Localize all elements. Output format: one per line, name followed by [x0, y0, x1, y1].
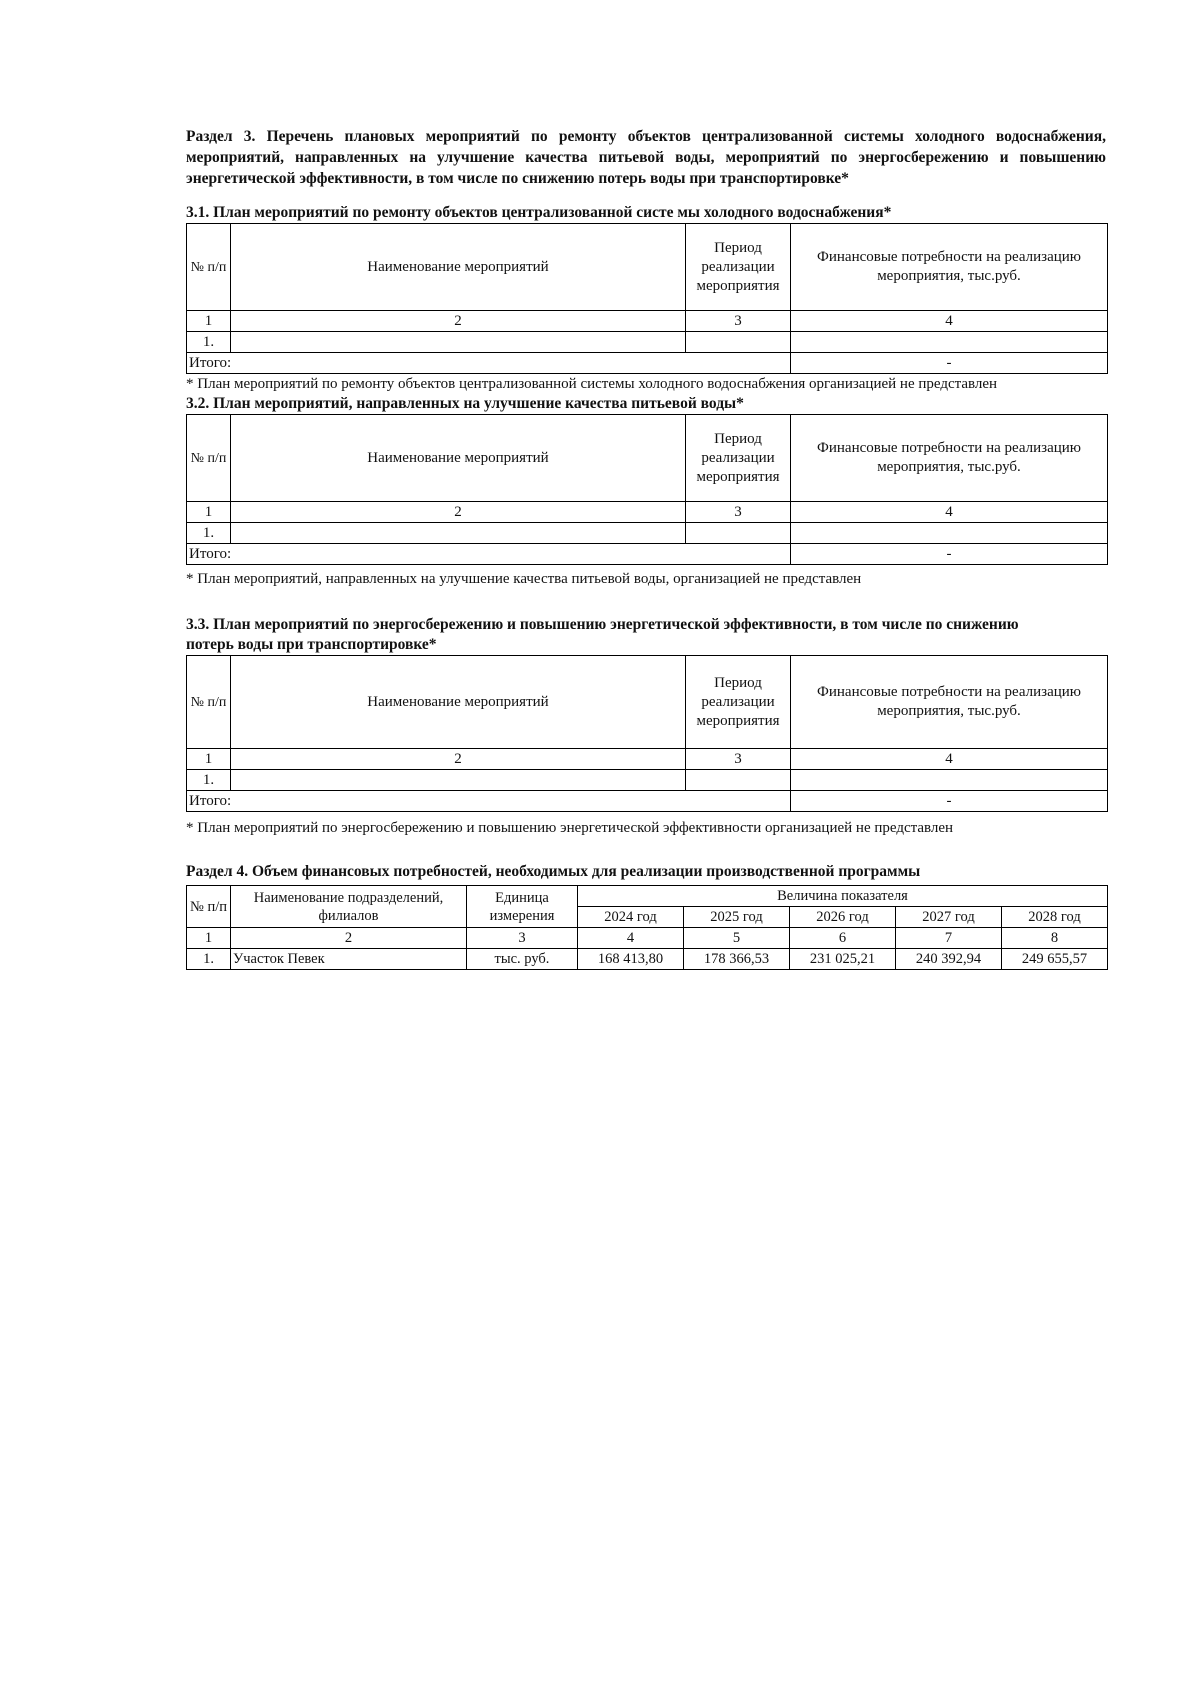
row-period [686, 332, 791, 353]
table-3-1 [186, 223, 1108, 374]
total-value: - [791, 544, 1108, 565]
subsection-3-3-title: 3.3. План мероприятий по энергосбережению и повышению энергетической эффективности, в том числе по снижению потерь воды при транспортировке* [186, 616, 1019, 653]
row-name [231, 523, 686, 544]
table-row [187, 770, 1108, 791]
header-num: № п/п [187, 656, 231, 749]
header-unit: Единица измерения [467, 886, 578, 928]
table-3-3 [186, 655, 1108, 812]
total-row [187, 544, 1108, 565]
index-cell: 3 [467, 928, 578, 949]
table-row [187, 949, 1108, 970]
row-value: 231 025,21 [790, 949, 896, 970]
table-row [187, 523, 1108, 544]
header-finance: Финансовые потребности на реализацию мероприятия, тыс.руб. [791, 656, 1108, 749]
index-row [187, 928, 1108, 949]
index-cell: 8 [1002, 928, 1108, 949]
header-name: Наименование мероприятий [231, 656, 686, 749]
note-3-3: * План мероприятий по энергосбережению и повышению энергетической эффективности организацией не представлен [186, 820, 954, 836]
index-cell: 1 [187, 502, 231, 523]
header-finance: Финансовые потребности на реализацию мероприятия, тыс.руб. [791, 224, 1108, 311]
total-label: Итого: [187, 791, 791, 812]
row-value: 249 655,57 [1002, 949, 1108, 970]
index-cell: 1 [187, 311, 231, 332]
row-finance [791, 523, 1108, 544]
total-row [187, 353, 1108, 374]
row-unit: тыс. руб. [467, 949, 578, 970]
index-cell: 2 [231, 311, 686, 332]
header-finance: Финансовые потребности на реализацию мероприятия, тыс.руб. [791, 415, 1108, 502]
total-label: Итого: [187, 544, 791, 565]
index-cell: 6 [790, 928, 896, 949]
table-header-row [187, 224, 1108, 311]
total-row [187, 791, 1108, 812]
subsection-3-1-title: 3.1. План мероприятий по ремонту объектов централизованной систе мы холодного водоснабжения* [186, 204, 892, 221]
index-cell: 4 [578, 928, 684, 949]
row-period [686, 770, 791, 791]
row-period [686, 523, 791, 544]
table-header-row [187, 415, 1108, 502]
row-num: 1. [187, 770, 231, 791]
index-cell: 2 [231, 749, 686, 770]
header-year: 2028 год [1002, 907, 1108, 928]
index-row [187, 749, 1108, 770]
row-name: Участок Певек [231, 949, 467, 970]
header-year: 2025 год [684, 907, 790, 928]
row-num: 1. [187, 332, 231, 353]
section4-title: Раздел 4. Объем финансовых потребностей, необходимых для реализации производственной программы [186, 863, 921, 880]
header-num: № п/п [187, 886, 231, 928]
index-cell: 1 [187, 749, 231, 770]
table-header-row [187, 886, 1108, 907]
note-3-2: * План мероприятий, направленных на улучшение качества питьевой воды, организацией не представлен [186, 571, 862, 587]
row-value: 178 366,53 [684, 949, 790, 970]
header-name: Наименование подразделений, филиалов [231, 886, 467, 928]
index-cell: 2 [231, 928, 467, 949]
index-cell: 3 [686, 502, 791, 523]
header-name: Наименование мероприятий [231, 224, 686, 311]
header-num: № п/п [187, 224, 231, 311]
index-cell: 2 [231, 502, 686, 523]
total-value: - [791, 353, 1108, 374]
index-cell: 4 [791, 502, 1108, 523]
row-num: 1. [187, 523, 231, 544]
document-page [186, 126, 1106, 970]
index-cell: 5 [684, 928, 790, 949]
index-cell: 4 [791, 311, 1108, 332]
index-row [187, 311, 1108, 332]
header-num: № п/п [187, 415, 231, 502]
total-label: Итого: [187, 353, 791, 374]
header-value: Величина показателя [578, 886, 1108, 907]
index-cell: 3 [686, 311, 791, 332]
header-year: 2024 год [578, 907, 684, 928]
row-num: 1. [187, 949, 231, 970]
table-header-row [187, 656, 1108, 749]
index-cell: 1 [187, 928, 231, 949]
header-year: 2026 год [790, 907, 896, 928]
table-row [187, 332, 1108, 353]
index-cell: 7 [896, 928, 1002, 949]
section3-title: Раздел 3. Перечень плановых мероприятий по ремонту объектов централизованной системы холодного водоснабжения, мероприятий, направленных на улучшение качества питьевой воды, мероприятий по энергосбережению и повышению энергетической эффективности, в том числе по снижению потерь воды при транспортировке* [186, 128, 1106, 187]
note-3-1: * План мероприятий по ремонту объектов централизованной системы холодного водоснабжения организацией не представлен [186, 376, 998, 392]
index-cell: 4 [791, 749, 1108, 770]
row-value: 168 413,80 [578, 949, 684, 970]
row-name [231, 332, 686, 353]
row-value: 240 392,94 [896, 949, 1002, 970]
header-period: Период реализации мероприятия [686, 415, 791, 502]
row-finance [791, 332, 1108, 353]
row-finance [791, 770, 1108, 791]
index-cell: 3 [686, 749, 791, 770]
table-3-2 [186, 414, 1108, 565]
header-period: Период реализации мероприятия [686, 224, 791, 311]
header-year: 2027 год [896, 907, 1002, 928]
total-value: - [791, 791, 1108, 812]
header-name: Наименование мероприятий [231, 415, 686, 502]
row-name [231, 770, 686, 791]
header-period: Период реализации мероприятия [686, 656, 791, 749]
table-section-4 [186, 885, 1108, 970]
index-row [187, 502, 1108, 523]
subsection-3-2-title: 3.2. План мероприятий, направленных на улучшение качества питьевой воды* [186, 395, 744, 412]
